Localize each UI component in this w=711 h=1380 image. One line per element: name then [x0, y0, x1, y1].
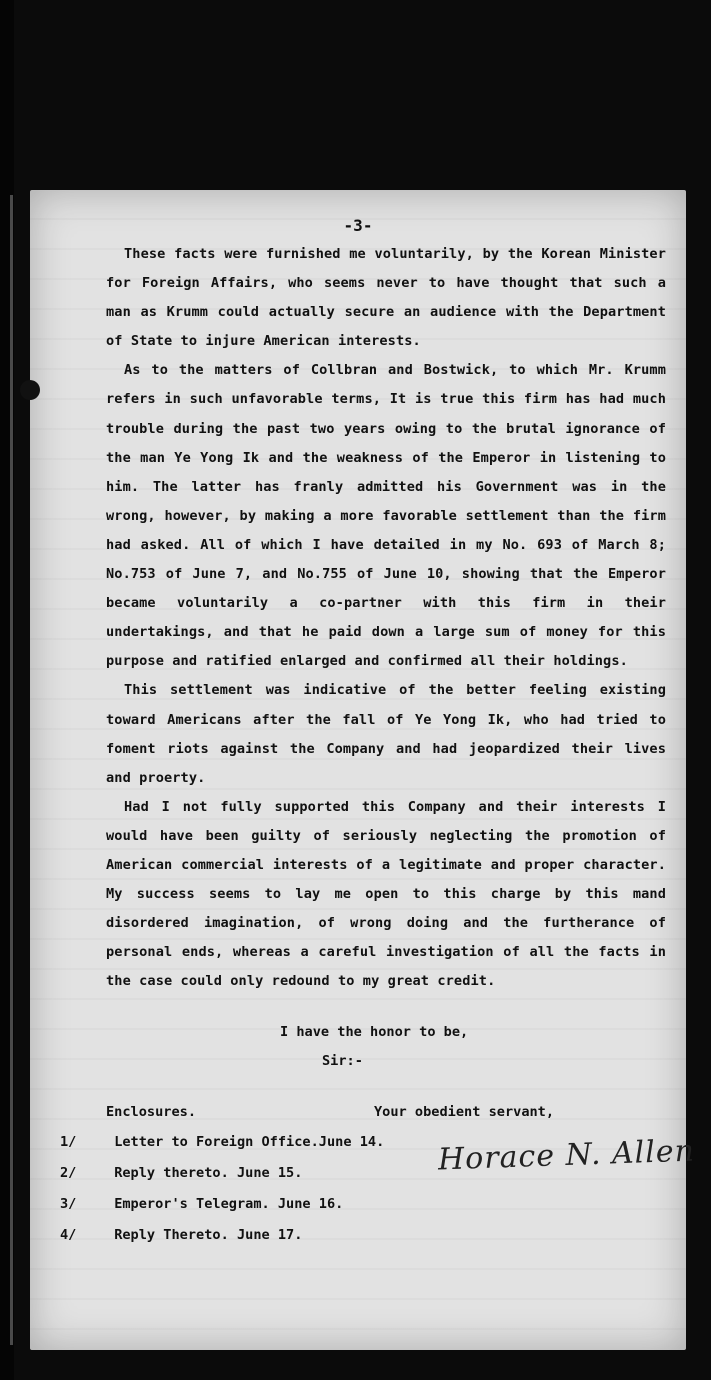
enclosure-list	[60, 1134, 384, 1258]
closing-servant-line: Your obedient servant,	[374, 1104, 555, 1120]
letter-body	[106, 240, 666, 996]
enclosure-text: Letter to Foreign Office.June 14.	[114, 1134, 385, 1150]
enclosure-text: Emperor's Telegram. June 16.	[114, 1196, 344, 1212]
enclosure-number: 2/	[60, 1165, 77, 1181]
enclosure-text: Reply thereto. June 15.	[114, 1165, 303, 1181]
enclosures-heading: Enclosures.	[106, 1104, 197, 1120]
enclosure-number: 4/	[60, 1227, 77, 1243]
list-item	[60, 1227, 384, 1258]
closing-salutation: Sir:-	[322, 1053, 363, 1069]
enclosure-number: 3/	[60, 1196, 77, 1212]
page-number: -3-	[343, 216, 373, 235]
list-item	[60, 1165, 384, 1196]
handwritten-signature: Horace N. Allen	[437, 1133, 696, 1178]
enclosure-number: 1/	[60, 1134, 77, 1150]
paragraph: These facts were furnished me voluntarily, by the Korean Minister for Foreign Affairs, who seems never to have thought that such a man as Krumm could actually secure an audience with the Department of State to injure American interests.	[106, 246, 666, 350]
list-item	[60, 1196, 384, 1227]
list-item	[60, 1134, 384, 1165]
document-page	[30, 190, 696, 1350]
closing-honor-line: I have the honor to be,	[280, 1024, 469, 1040]
paragraph: As to the matters of Collbran and Bostwick, to which Mr. Krumm refers in such unfavorable terms, It is true this firm has had much trouble during the past two years owing to the brutal ignorance of the man Ye Yong Ik and the weakness of the Emperor in listening to him. The latter has franly admitted his Government was in the wrong, however, by making a more favorable settlement than the firm had asked. All of which I have detailed in my No. 693 of March 8; No.753 of June 7, and No.755 of June 10, showing that the Emperor became voluntarily a co-partner with this firm in their undertakings, and that he paid down a large sum of money for this purpose and ratified enlarged and confirmed all their holdings.	[106, 362, 666, 670]
punch-hole	[20, 380, 40, 400]
paragraph: This settlement was indicative of the better feeling existing toward Americans after the fall of Ye Yong Ik, who had tried to foment riots against the Company and had jeopardized their lives and proerty.	[106, 682, 666, 786]
closing-block	[280, 1018, 468, 1076]
enclosure-text: Reply Thereto. June 17.	[114, 1227, 303, 1243]
paragraph: Had I not fully supported this Company and their interests I would have been guilty of seriously neglecting the promotion of American commercial interests of a legitimate and proper character. My success seems to lay me open to this charge by this mand disordered imagination, of wrong doing and the furtherance of personal ends, whereas a careful investigation of all the facts in the case could only redound to my great credit.	[106, 798, 666, 990]
film-stripe	[10, 195, 13, 1345]
